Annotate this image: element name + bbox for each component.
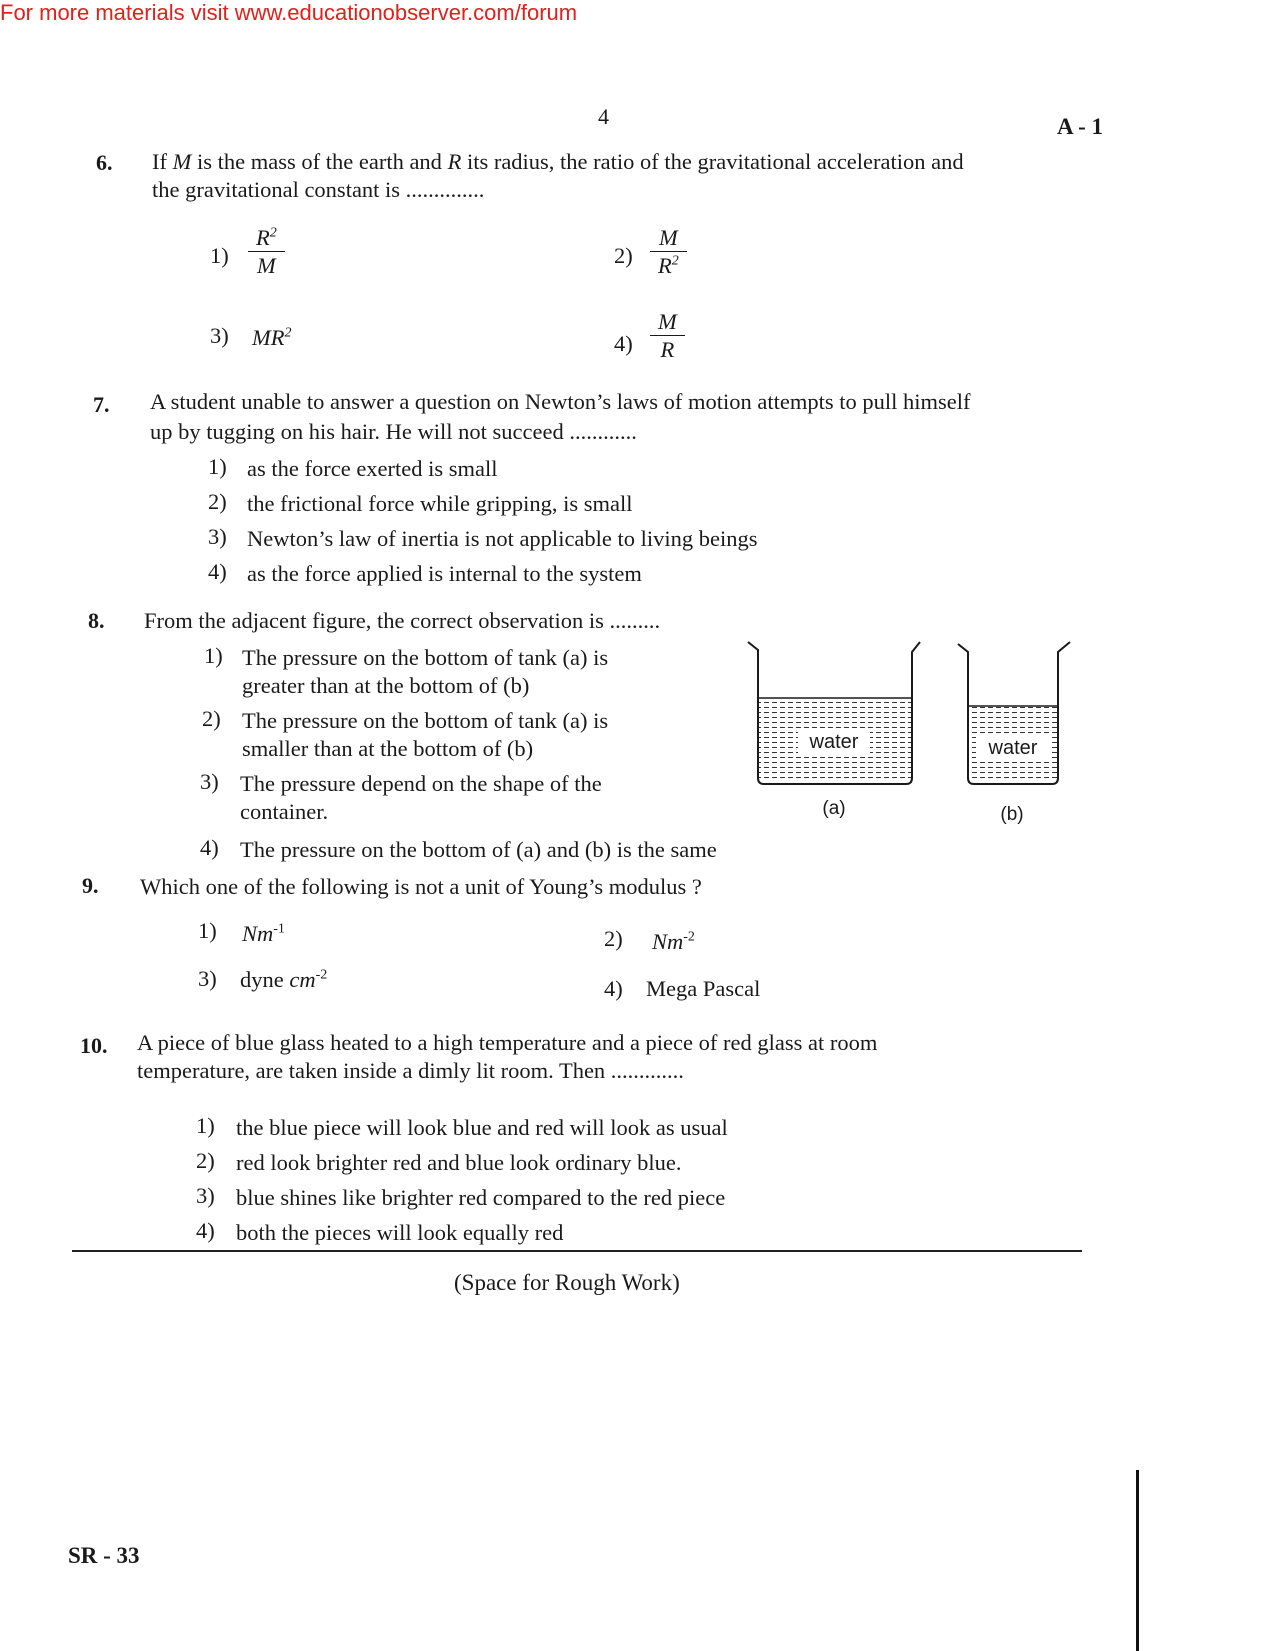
question-9-option-1-label: 1)	[198, 918, 217, 943]
tank-b-label: water	[988, 737, 1038, 759]
question-8-option-3-label: 3)	[200, 769, 219, 794]
source-banner: For more materials visit www.educationobserver.com/forum	[0, 0, 578, 25]
question-10-option-4-text[interactable]: both the pieces will look equally red	[236, 1220, 564, 1245]
question-6-stem-line-1: If M is the mass of the earth and R its radius, the ratio of the gravitational acceleration and	[152, 149, 964, 174]
footer-code: SR - 33	[68, 1543, 140, 1568]
question-10-option-1-text[interactable]: the blue piece will look blue and red will look as usual	[236, 1115, 728, 1140]
tank-b-caption: (b)	[1000, 804, 1024, 825]
question-8-option-4-text[interactable]: The pressure on the bottom of (a) and (b) is the same	[240, 837, 717, 862]
question-6-option-3-label: 3)	[210, 323, 229, 348]
question-10-option-2-text[interactable]: red look brighter red and blue look ordinary blue.	[236, 1150, 682, 1175]
question-8-option-1-line-2[interactable]: greater than at the bottom of (b)	[242, 673, 530, 698]
question-7-number: 7.	[93, 392, 110, 417]
question-9-option-4-text[interactable]: Mega Pascal	[646, 976, 761, 1001]
rough-work-divider	[72, 1250, 1082, 1252]
question-9-option-2-label: 2)	[604, 926, 623, 951]
question-8-stem-line-1: From the adjacent figure, the correct observation is .........	[144, 608, 661, 633]
tanks-figure	[740, 630, 1090, 830]
tank-a	[748, 642, 920, 784]
question-6-option-1-fraction[interactable]: $\frac{R^2}{M}$	[252, 224, 281, 279]
question-10-stem-line-2: temperature, are taken inside a dimly lit room. Then .............	[137, 1058, 684, 1083]
question-8-option-4-label: 4)	[200, 835, 219, 860]
question-8-option-3-line-1[interactable]: The pressure depend on the shape of the	[240, 771, 602, 796]
question-6-option-2-label: 2)	[614, 243, 633, 268]
question-7-stem-line-2: up by tugging on his hair. He will not succeed ............	[150, 419, 637, 444]
question-7-option-3-label: 3)	[208, 524, 227, 549]
question-6-option-4-fraction[interactable]: $\frac{M}{R}$	[654, 308, 681, 363]
question-8-option-1-line-1[interactable]: The pressure on the bottom of tank (a) is	[242, 645, 609, 670]
paper-code: A - 1	[1057, 114, 1103, 139]
tank-a-label: water	[809, 731, 859, 753]
question-6-option-4-label: 4)	[614, 331, 633, 356]
question-7-option-2-label: 2)	[208, 489, 227, 514]
question-6-option-2-fraction[interactable]: $\frac{M}{R^2}$	[654, 224, 683, 279]
question-6-option-1-label: 1)	[210, 243, 229, 268]
question-7-option-3-text[interactable]: Newton’s law of inertia is not applicable to living beings	[247, 526, 758, 551]
question-9-option-4-label: 4)	[604, 976, 623, 1001]
question-9-option-3-text[interactable]: dyne $cm^{-2}$	[240, 967, 328, 992]
question-8-number: 8.	[88, 608, 105, 633]
question-10-option-1-label: 1)	[196, 1113, 215, 1138]
question-6-option-3-text[interactable]: $MR^2$	[252, 325, 292, 350]
question-8-option-2-line-2[interactable]: smaller than at the bottom of (b)	[242, 736, 534, 761]
question-7-option-1-label: 1)	[208, 454, 227, 479]
question-7-option-4-label: 4)	[208, 559, 227, 584]
question-10-option-4-label: 4)	[196, 1218, 215, 1243]
question-6-number: 6.	[96, 150, 113, 175]
question-8-option-1-label: 1)	[204, 643, 223, 668]
question-8-option-2-line-1[interactable]: The pressure on the bottom of tank (a) is	[242, 708, 609, 733]
question-10-option-3-text[interactable]: blue shines like brighter red compared to the red piece	[236, 1185, 726, 1210]
page-number: 4	[598, 104, 609, 129]
question-7-option-1-text[interactable]: as the force exerted is small	[247, 456, 498, 481]
question-10-option-3-label: 3)	[196, 1183, 215, 1208]
question-7-option-2-text[interactable]: the frictional force while gripping, is small	[247, 491, 633, 516]
question-9-stem-line-1: Which one of the following is not a unit of Young’s modulus ?	[140, 874, 702, 899]
question-6-stem-line-2: the gravitational constant is ..............	[152, 177, 485, 202]
tank-b	[958, 642, 1070, 784]
question-10-option-2-label: 2)	[196, 1148, 215, 1173]
question-8-option-2-label: 2)	[202, 706, 221, 731]
question-7-stem-line-1: A student unable to answer a question on Newton’s laws of motion attempts to pull himself	[150, 389, 971, 414]
question-7-option-4-text[interactable]: as the force applied is internal to the system	[247, 561, 642, 586]
question-9-option-3-label: 3)	[198, 966, 217, 991]
scan-edge-line	[1136, 1470, 1139, 1651]
rough-work-label: (Space for Rough Work)	[454, 1270, 680, 1295]
question-10-number: 10.	[80, 1033, 108, 1058]
tank-a-caption: (a)	[822, 798, 846, 819]
question-8-option-3-line-2[interactable]: container.	[240, 799, 329, 824]
question-10-stem-line-1: A piece of blue glass heated to a high temperature and a piece of red glass at room	[137, 1030, 878, 1055]
question-9-option-2-text[interactable]: $Nm^{-2}$	[652, 929, 695, 954]
question-9-number: 9.	[82, 873, 99, 898]
question-9-option-1-text[interactable]: $Nm^{-1}$	[242, 921, 285, 946]
